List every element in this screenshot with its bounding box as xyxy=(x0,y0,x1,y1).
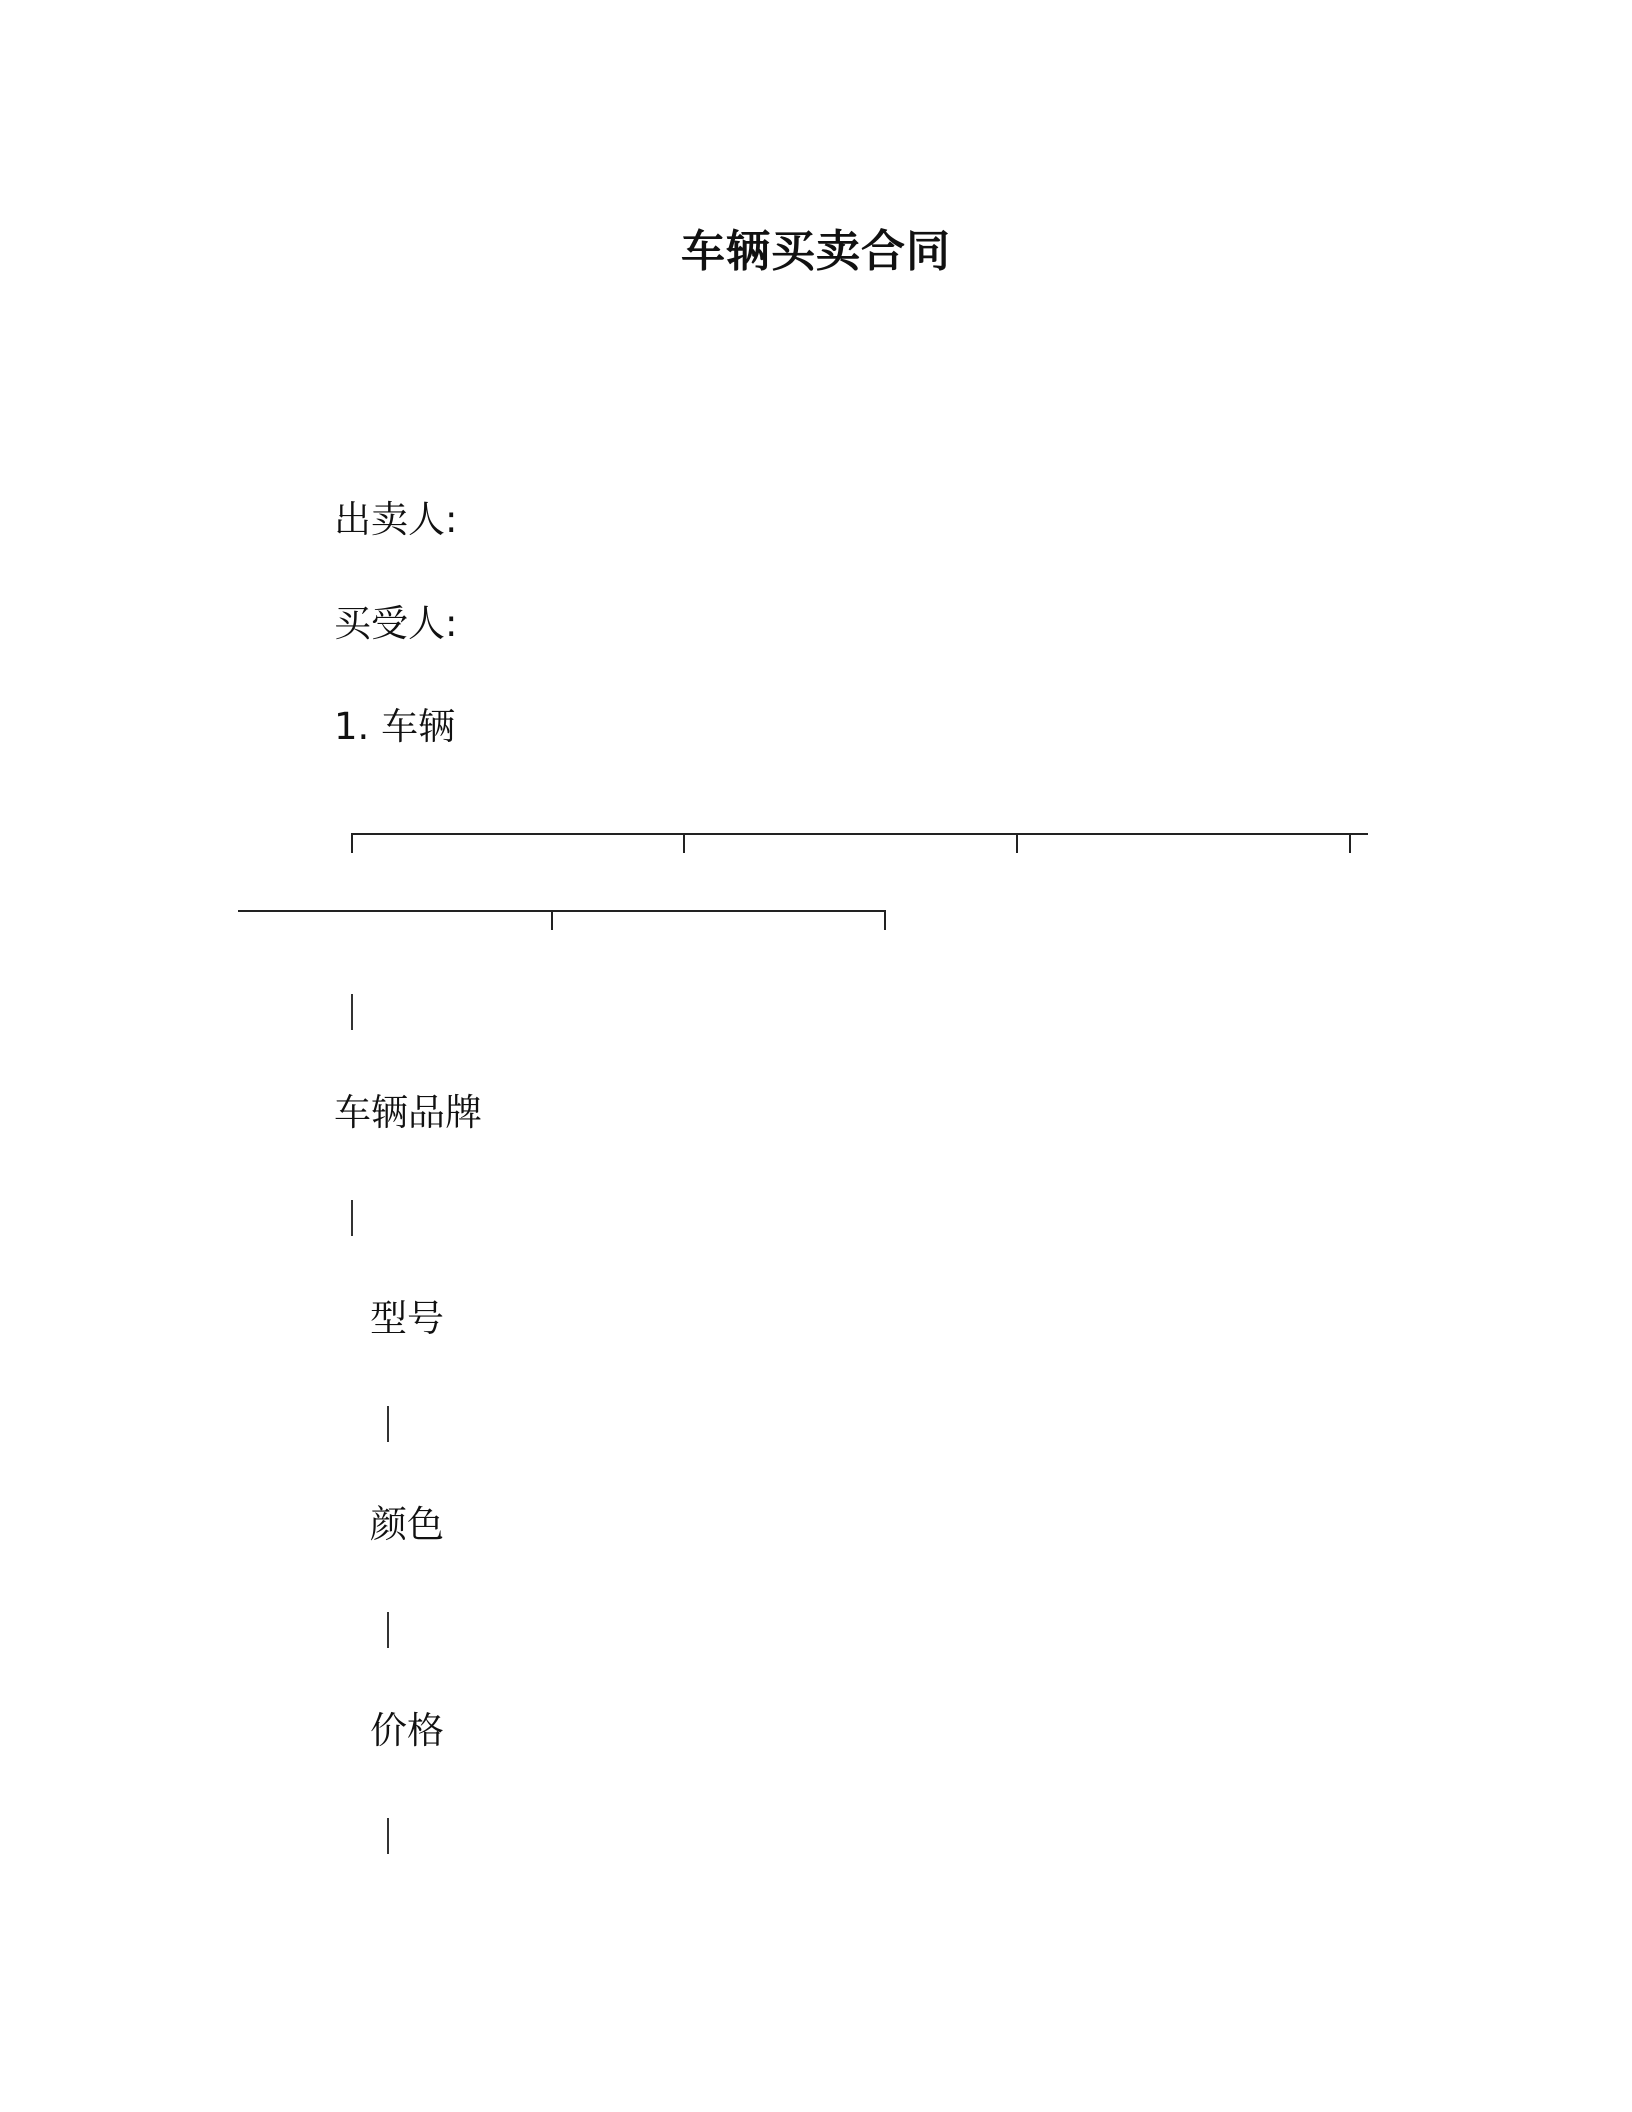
document-title: 车辆买卖合同 xyxy=(681,226,951,277)
field-vehicle-brand: 车辆品牌 xyxy=(334,1091,482,1134)
buyer-label: 买受人: xyxy=(334,602,458,645)
table-cell-divider xyxy=(351,994,353,1030)
field-price: 价格 xyxy=(370,1709,444,1752)
table-cell-divider xyxy=(387,1406,389,1442)
table-cell-divider xyxy=(387,1818,389,1854)
section-1-heading: 1. 车辆 xyxy=(334,705,456,748)
table-cell-divider xyxy=(351,1200,353,1236)
field-model: 型号 xyxy=(370,1297,444,1340)
seller-label: 出卖人: xyxy=(334,498,458,541)
field-color: 颜色 xyxy=(370,1503,444,1546)
table-cell-divider xyxy=(387,1612,389,1648)
